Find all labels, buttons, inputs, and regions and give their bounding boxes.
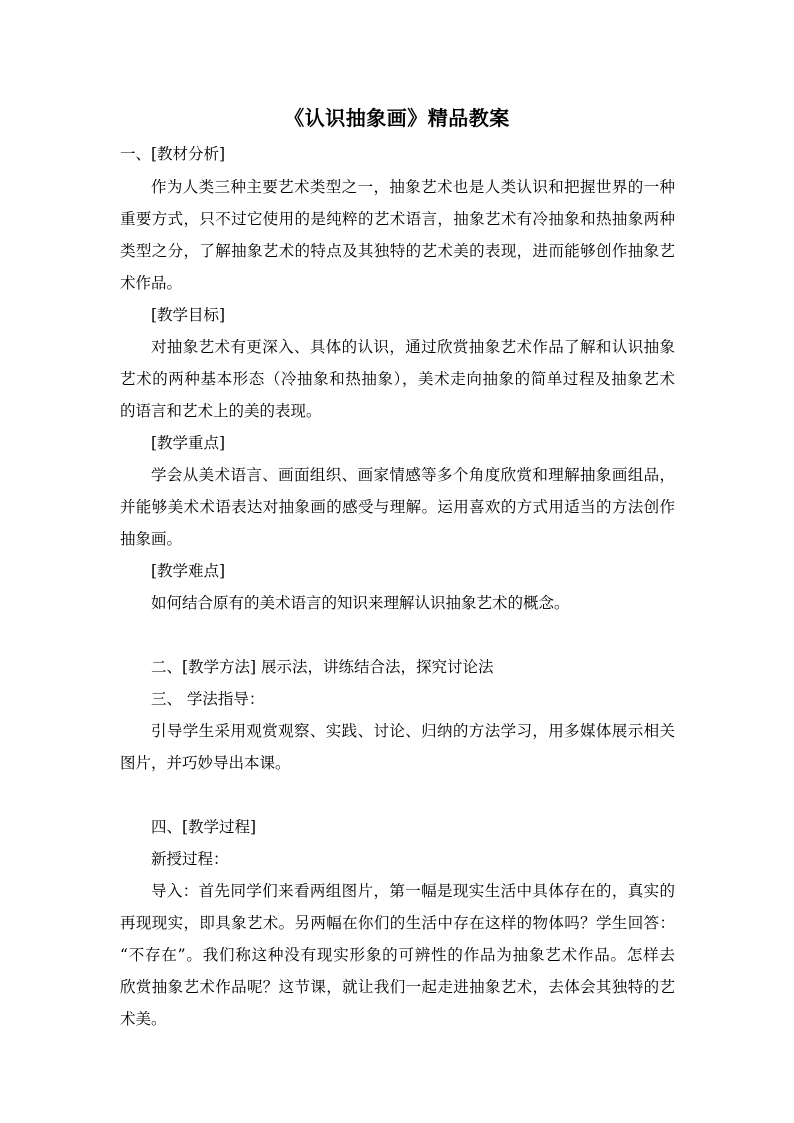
paragraph-line: 对抽象艺术有更深入、具体的认识，通过欣赏抽象艺术作品了解和认识抽象 [151,338,675,356]
paragraph-line: 引导学生采用观赏观察、实践、讨论、归纳的方法学习，用多媒体展示相关 [151,722,675,740]
paragraph-line: 艺术的两种基本形态（冷抽象和热抽象），美术走向抽象的简单过程及抽象艺术 [120,370,675,388]
subheading-new-lesson: 新授过程： [151,850,229,868]
paragraph-line: 欣赏抽象艺术作品呢？这节课，就让我们一起走进抽象艺术，去体会其独特的艺 [120,978,675,996]
paragraph-line: 再现现实，即具象艺术。另两幅在你们的生活中存在这样的物体吗？学生回答： [120,914,675,932]
section-heading-textbook-analysis: 一、[教材分析] [120,145,226,163]
subheading-teaching-goals: [教学目标] [151,306,226,324]
paragraph-line: 并能够美术术语表达对抽象画的感受与理解。运用喜欢的方式用适当的方法创作 [120,498,675,516]
section-heading-teaching-process: 四、[教学过程] [151,818,257,836]
section-heading-teaching-methods: 二、[教学方法] 展示法，讲练结合法，探究讨论法 [151,658,494,676]
document-title: 《认识抽象画》精品教案 [284,106,510,130]
paragraph-line: 术作品。 [120,274,183,292]
subheading-key-points: [教学重点] [151,434,226,452]
paragraph-line: 术美。 [120,1010,167,1028]
paragraph-line: 学会从美术语言、画面组织、画家情感等多个角度欣赏和理解抽象画组品， [151,466,675,484]
paragraph-line: 的语言和艺术上的美的表现。 [120,402,322,420]
paragraph-line: 作为人类三种主要艺术类型之一，抽象艺术也是人类认识和把握世界的一种 [151,178,675,196]
section-heading-study-guidance: 三、 学法指导： [151,690,265,708]
paragraph-line: 图片，并巧妙导出本课。 [120,754,291,772]
paragraph-line: 如何结合原有的美术语言的知识来理解认识抽象艺术的概念。 [151,594,570,612]
paragraph-line: 抽象画。 [120,530,183,548]
subheading-difficulties: [教学难点] [151,562,226,580]
paragraph-line: “不存在”。我们称这种没有现实形象的可辨性的作品为抽象艺术作品。怎样去 [120,946,675,964]
paragraph-line: 类型之分，了解抽象艺术的特点及其独特的艺术美的表现，进而能够创作抽象艺 [120,242,675,260]
paragraph-line: 重要方式，只不过它使用的是纯粹的艺术语言，抽象艺术有冷抽象和热抽象两种 [120,210,675,228]
paragraph-line: 导入：首先同学们来看两组图片，第一幅是现实生活中具体存在的，真实的 [151,882,675,900]
